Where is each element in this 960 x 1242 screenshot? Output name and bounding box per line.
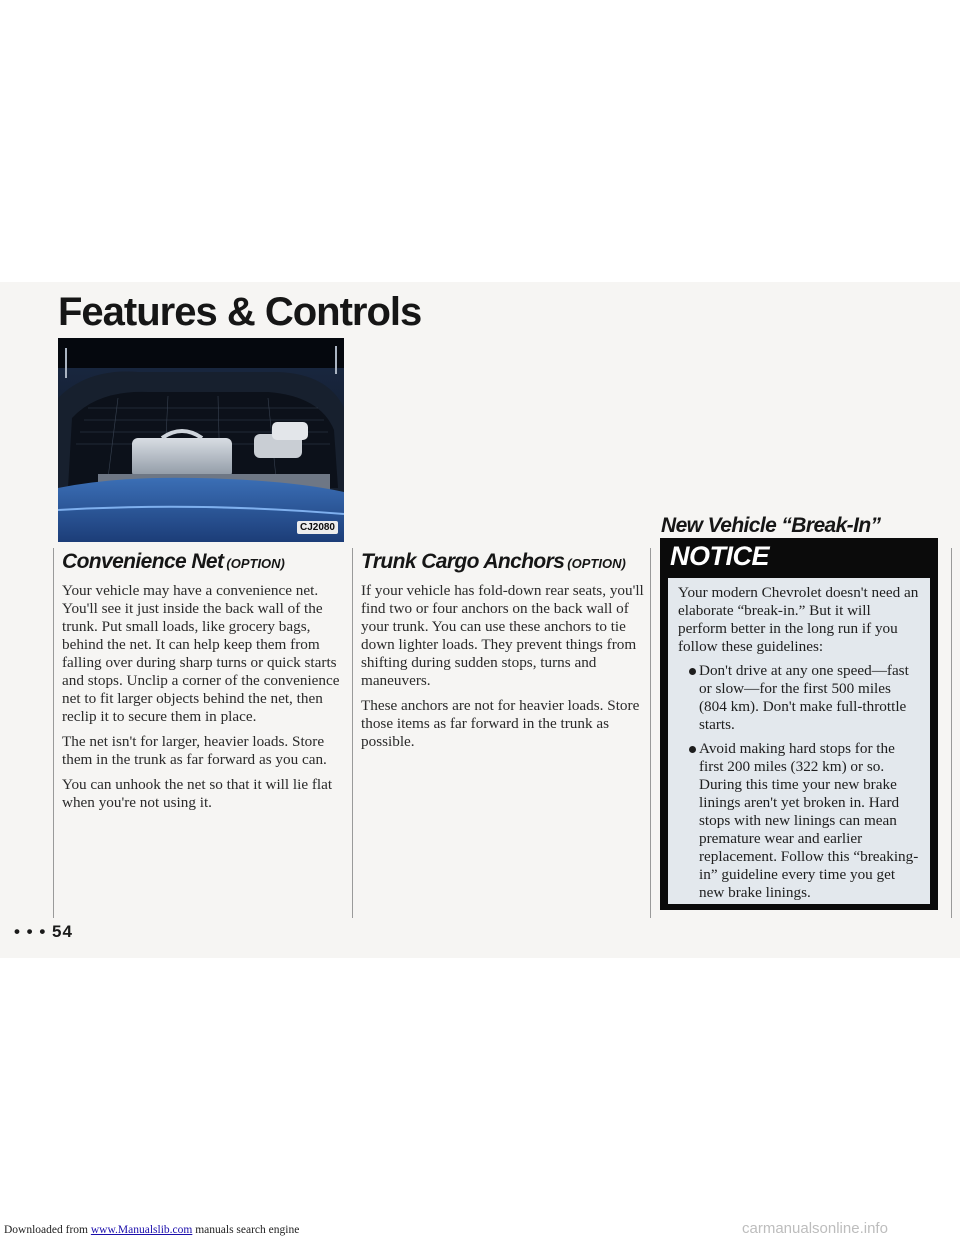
column-divider-left: [53, 548, 54, 918]
trunk-cargo-paragraph-1: If your vehicle has fold-down rear seats, you'll find two or four anchors on the back wall of your trunk. You can use these anchors to tie down lighter loads. They prevent things from shifting during sudden stops, turns and maneuvers.: [361, 582, 644, 689]
notice-bullet-list: [678, 662, 920, 902]
convenience-net-title: Convenience Net: [62, 550, 224, 573]
notice-body: [668, 578, 930, 904]
page-number-value: 54: [52, 922, 73, 941]
convenience-net-section: [62, 550, 348, 819]
option-tag: (OPTION): [226, 556, 285, 571]
convenience-net-paragraph-3: You can unhook the net so that it will lie flat when you're not using it.: [62, 776, 333, 811]
convenience-net-paragraph-2: The net isn't for larger, heavier loads. Store them in the trunk as far forward as you can.: [62, 733, 327, 768]
bullet-text: Don't drive at any one speed—fast or slow—for the first 500 miles (804 km). Don't make full-throttle starts.: [699, 662, 909, 733]
bullet-icon: [689, 668, 696, 675]
notice-intro: Your modern Chevrolet doesn't need an elaborate “break-in.” But it will perform better in the long run if you follow these guidelines:: [678, 584, 919, 655]
break-in-heading: New Vehicle “Break-In”: [661, 514, 881, 537]
list-item: [678, 740, 920, 902]
trunk-cargo-paragraph-2: These anchors are not for heavier loads. Store those items as far forward in the trunk as possible.: [361, 697, 640, 750]
page-number: [14, 922, 73, 942]
download-footer: [4, 1224, 299, 1236]
column-divider-far-right: [951, 548, 952, 918]
column-divider-right: [650, 548, 651, 918]
manualslib-link[interactable]: www.Manualslib.com: [90, 1224, 193, 1236]
watermark: carmanualsonline.info: [742, 1220, 888, 1237]
notice-label: NOTICE: [670, 541, 770, 571]
convenience-net-paragraph-1: Your vehicle may have a convenience net. You'll see it just inside the back wall of the trunk. Put small loads, like grocery bags, behind the net. It can help keep them from falling over during sharp turns or quick starts and stops. Unclip a corner of the convenience net to fit larger objects behind the net, then reclip it to secure them in place.: [62, 582, 340, 725]
trunk-photo: [58, 338, 344, 542]
convenience-net-heading: [62, 550, 348, 574]
photo-code-label: CJ2080: [297, 521, 338, 534]
trunk-cargo-section: [361, 550, 647, 758]
page-title: Features & Controls: [58, 290, 422, 334]
trunk-cargo-title: Trunk Cargo Anchors: [361, 550, 565, 573]
notice-box: [660, 538, 938, 910]
footer-suffix: manuals search engine: [195, 1224, 300, 1236]
column-divider-middle: [352, 548, 353, 918]
bullet-text: Avoid making hard stops for the first 200 miles (322 km) or so. During this time your new brake linings aren't yet broken in. Hard stops with new linings can mean premature wear and earlier replacement. Follow this “breaking-in” guideline every time you get new brake linings.: [699, 740, 919, 901]
trunk-cargo-heading: [361, 550, 647, 574]
option-tag: (OPTION): [567, 556, 626, 571]
bullet-icon: [689, 746, 696, 753]
page-number-leader: • • •: [14, 922, 47, 941]
footer-prefix: Downloaded from: [4, 1224, 88, 1236]
list-item: [678, 662, 920, 734]
